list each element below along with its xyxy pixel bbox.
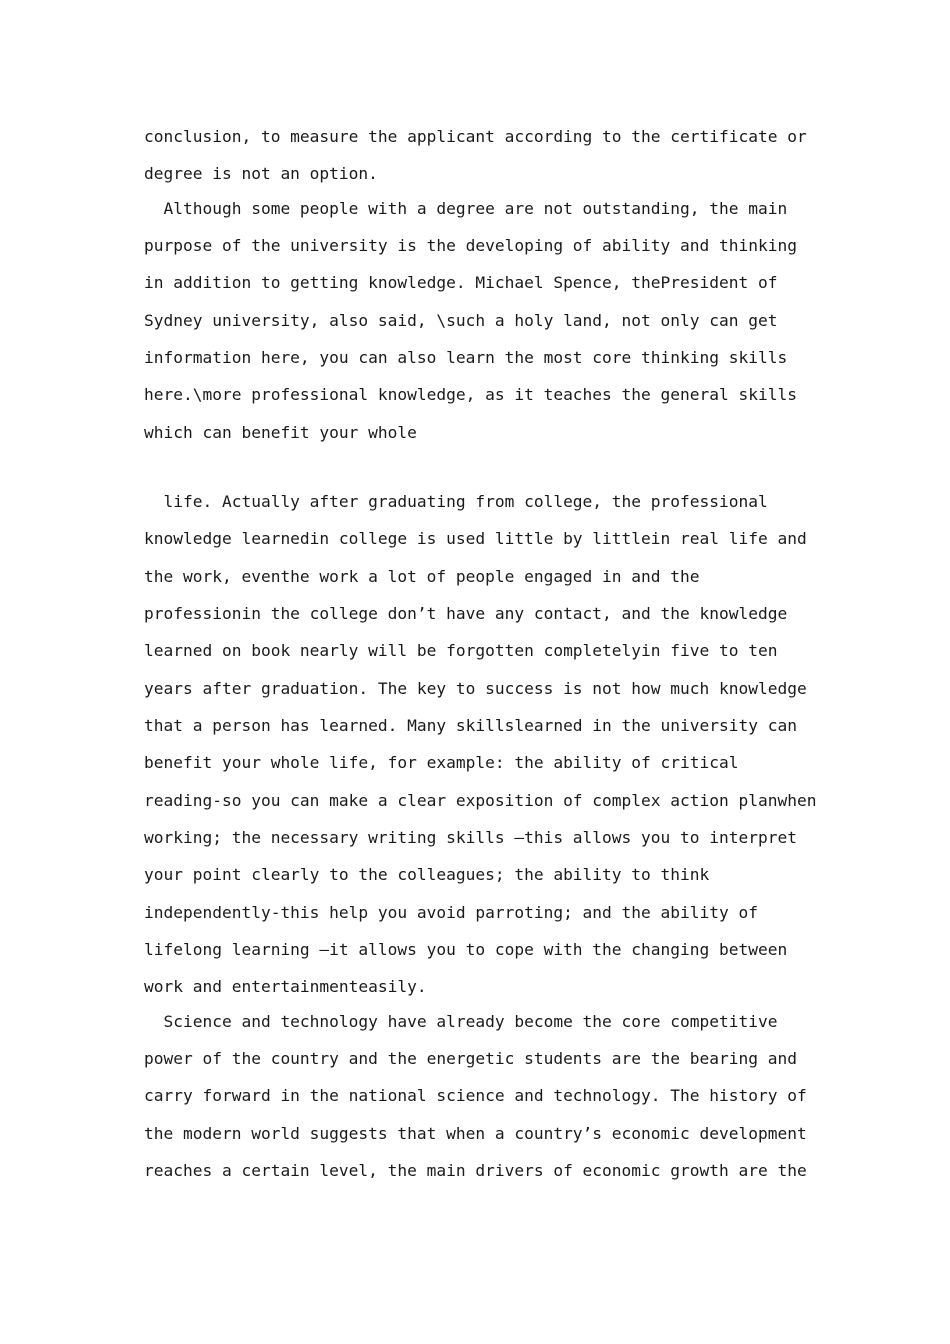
text-line: Science and technology have already become the core competitive bbox=[144, 1012, 778, 1031]
text-line: life. Actually after graduating from college, the professional bbox=[144, 492, 768, 511]
text-line: here.\more professional knowledge, as it teaches the general skills bbox=[144, 385, 797, 404]
text-line: reaches a certain level, the main drivers of economic growth are the bbox=[144, 1161, 807, 1180]
text-line: Although some people with a degree are not outstanding, the main bbox=[144, 199, 788, 218]
text-line: independently-this help you avoid parroting; and the ability of bbox=[144, 903, 758, 922]
text-line: that a person has learned. Many skillslearned in the university can bbox=[144, 716, 797, 735]
text-line: power of the country and the energetic students are the bearing and bbox=[144, 1049, 797, 1068]
text-line: working; the necessary writing skills –this allows you to interpret bbox=[144, 828, 797, 847]
text-line: your point clearly to the colleagues; the ability to think bbox=[144, 865, 710, 884]
text-line: in addition to getting knowledge. Michael Spence, thePresident of bbox=[144, 273, 778, 292]
text-line: learned on book nearly will be forgotten completelyin five to ten bbox=[144, 641, 778, 660]
text-line: knowledge learnedin college is used little by littlein real life and bbox=[144, 529, 807, 548]
text-line: carry forward in the national science and technology. The history of bbox=[144, 1086, 807, 1105]
text-line: work and entertainmenteasily. bbox=[144, 977, 427, 996]
text-line: information here, you can also learn the most core thinking skills bbox=[144, 348, 788, 367]
text-line: reading-so you can make a clear exposition of complex action planwhen bbox=[144, 791, 817, 810]
text-line: lifelong learning –it allows you to cope with the changing between bbox=[144, 940, 788, 959]
text-line: which can benefit your whole bbox=[144, 423, 417, 442]
text-line: conclusion, to measure the applicant according to the certificate or bbox=[144, 127, 807, 146]
text-line: Sydney university, also said, \such a holy land, not only can get bbox=[144, 311, 778, 330]
text-line: purpose of the university is the developing of ability and thinking bbox=[144, 236, 797, 255]
text-line: years after graduation. The key to success is not how much knowledge bbox=[144, 679, 807, 698]
text-line: professionin the college don’t have any contact, and the knowledge bbox=[144, 604, 788, 623]
text-line: the modern world suggests that when a country’s economic development bbox=[144, 1124, 807, 1143]
text-line: degree is not an option. bbox=[144, 164, 378, 183]
text-line: the work, eventhe work a lot of people engaged in and the bbox=[144, 567, 700, 586]
text-line: benefit your whole life, for example: the ability of critical bbox=[144, 753, 739, 772]
